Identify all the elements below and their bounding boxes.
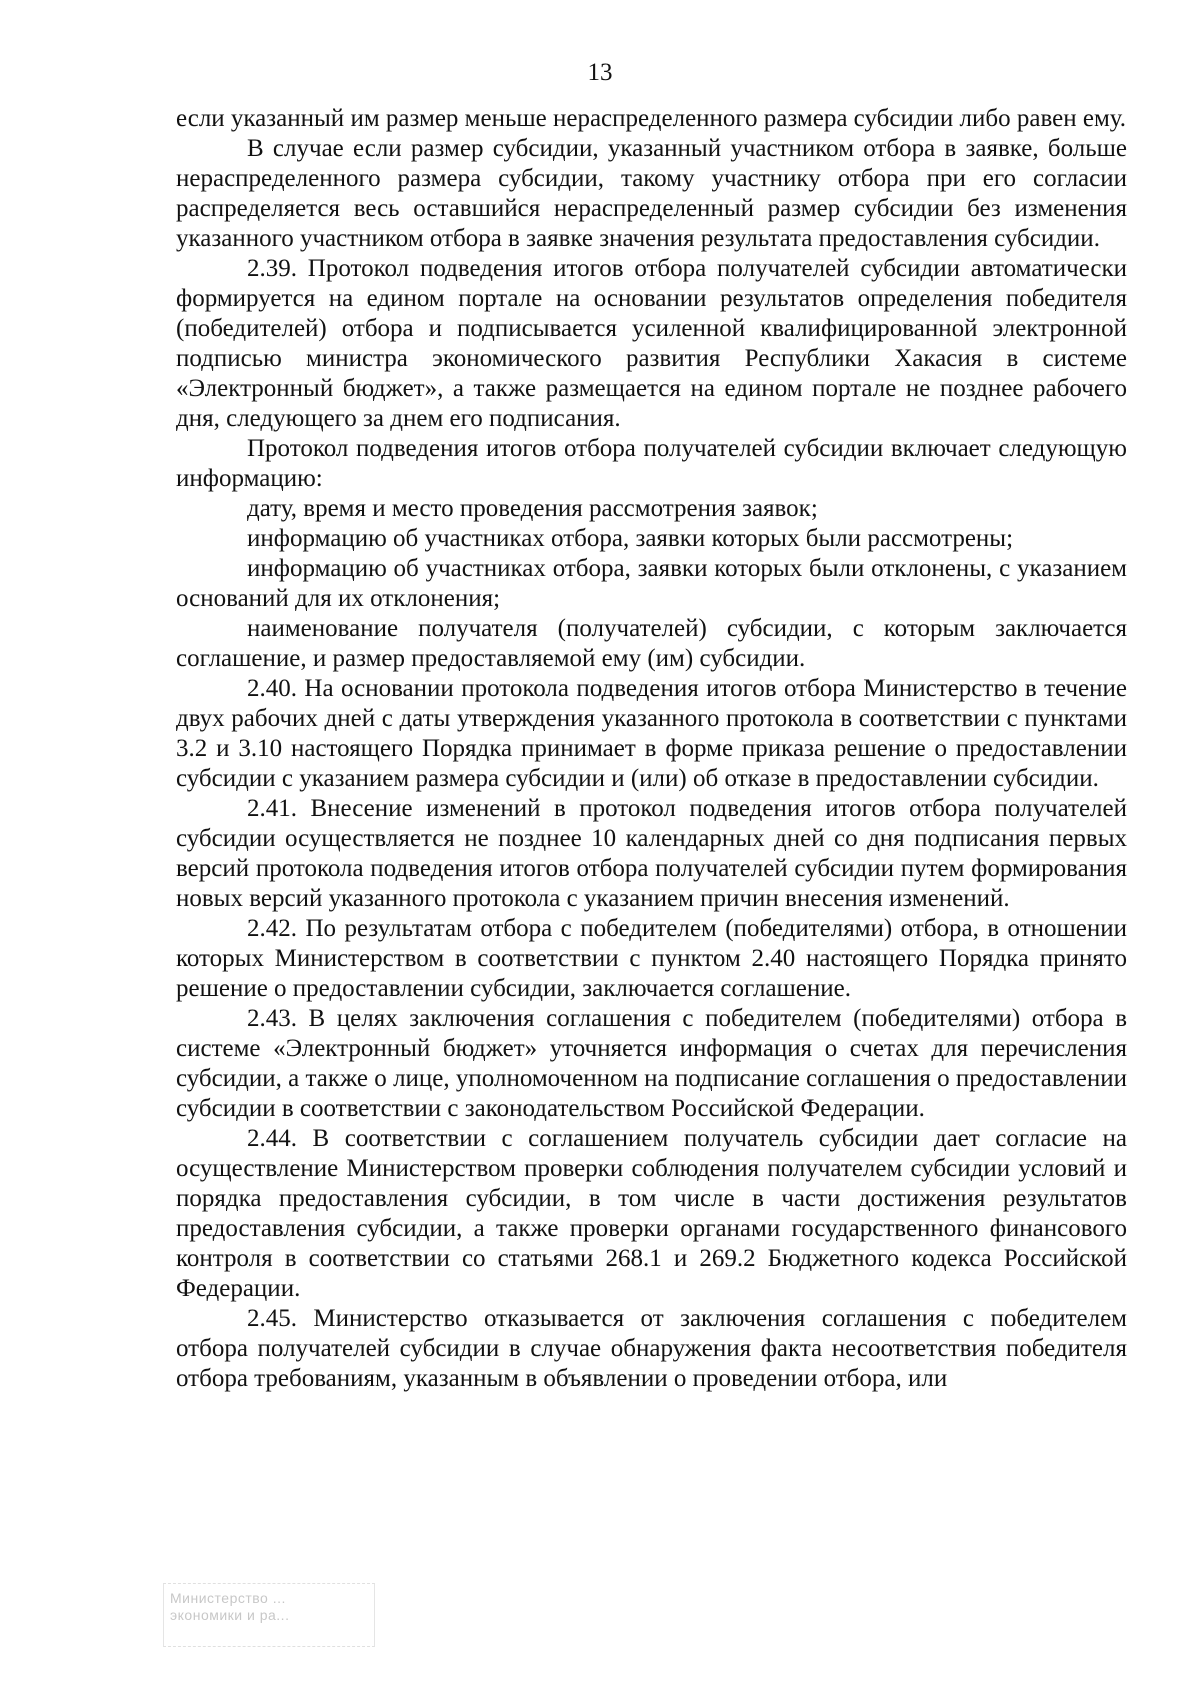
paragraph-2-39: 2.39. Протокол подведения итогов отбора получателей субсидии автоматически формируется на едином портале на основании результатов определения победителя (победителей) отбора и подписывается усиленной квалифицированной электронной подписью министра экономического развития Республики Хакасия в системе «Электронный бюджет», а также размещается на едином портале не позднее рабочего дня, следующего за днем его подписания.	[176, 255, 1127, 432]
registration-stamp	[163, 1583, 375, 1647]
paragraph: В случае если размер субсидии, указанный участником отбора в заявке, больше нераспределенного размера субсидии, такому участнику отбора при его согласии распределяется весь оставшийся нераспределенный размер субсидии без изменения указанного участником отбора в заявке значения результата предоставления субсидии.	[176, 135, 1127, 252]
paragraph-2-45: 2.45. Министерство отказывается от заключения соглашения с победителем отбора получателей субсидии в случае обнаружения факта несоответствия победителя отбора требованиям, указанным в объявлении о проведении отбора, или	[176, 1305, 1127, 1392]
paragraph-2-42: 2.42. По результатам отбора с победителем (победителями) отбора, в отношении которых Министерством в соответствии с пунктом 2.40 настоящего Порядка принято решение о предоставлении субсидии, заключается соглашение.	[176, 915, 1127, 1002]
list-item: информацию об участниках отбора, заявки которых были отклонены, с указанием оснований для их отклонения;	[176, 555, 1127, 612]
paragraph: если указанный им размер меньше нераспределенного размера субсидии либо равен ему.	[176, 105, 1127, 132]
stamp-line: Министерство ...	[170, 1590, 286, 1606]
list-item: информацию об участниках отбора, заявки которых были рассмотрены;	[247, 525, 1014, 552]
page-number: 13	[587, 59, 613, 86]
stamp-line: экономики и ра...	[170, 1607, 290, 1623]
paragraph-2-41: 2.41. Внесение изменений в протокол подведения итогов отбора получателей субсидии осуществляется не позднее 10 календарных дней со дня подписания первых версий протокола подведения итогов отбора получателей субсидии путем формирования новых версий указанного протокола с указанием причин внесения изменений.	[176, 795, 1127, 912]
paragraph-2-44: 2.44. В соответствии с соглашением получатель субсидии дает согласие на осуществление Министерством проверки соблюдения получателем субсидии условий и порядка предоставления субсидии, в том числе в части достижения результатов предоставления субсидии, а также проверки органами государственного финансового контроля в соответствии со статьями 268.1 и 269.2 Бюджетного кодекса Российской Федерации.	[176, 1125, 1127, 1302]
document-body	[176, 104, 1127, 1394]
paragraph-2-43: 2.43. В целях заключения соглашения с победителем (победителями) отбора в системе «Электронный бюджет» уточняется информация о счетах для перечисления субсидии, а также о лице, уполномоченном на подписание соглашения о предоставлении субсидии в соответствии с законодательством Российской Федерации.	[176, 1005, 1127, 1122]
list-item: дату, время и место проведения рассмотрения заявок;	[247, 495, 818, 522]
list-item: наименование получателя (получателей) субсидии, с которым заключается соглашение, и размер предоставляемой ему (им) субсидии.	[176, 615, 1127, 672]
paragraph: Протокол подведения итогов отбора получателей субсидии включает следующую информацию:	[176, 435, 1127, 492]
paragraph-2-40: 2.40. На основании протокола подведения итогов отбора Министерство в течение двух рабочих дней с даты утверждения указанного протокола в соответствии с пунктами 3.2 и 3.10 настоящего Порядка принимает в форме приказа решение о предоставлении субсидии с указанием размера субсидии и (или) об отказе в предоставлении субсидии.	[176, 675, 1127, 792]
